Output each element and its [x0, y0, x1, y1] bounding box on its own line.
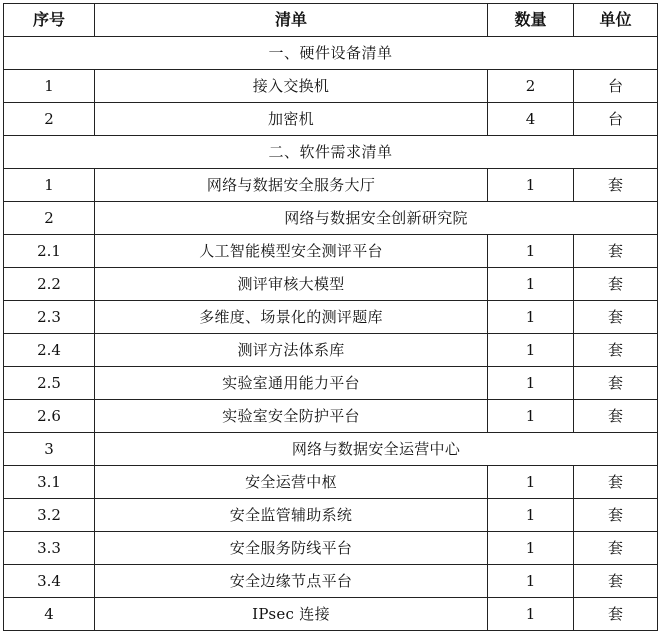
- row-unit: 套: [574, 499, 658, 532]
- row-serial-number: 3.1: [4, 466, 95, 499]
- row-unit: 套: [574, 268, 658, 301]
- row-unit: 套: [574, 565, 658, 598]
- row-unit: 套: [574, 466, 658, 499]
- row-unit: 套: [574, 334, 658, 367]
- inventory-table: [3, 3, 658, 631]
- header-unit: 单位: [574, 4, 658, 37]
- row-quantity: 1: [488, 235, 574, 268]
- row-unit: 套: [574, 367, 658, 400]
- row-serial-number: 1: [4, 70, 95, 103]
- row-quantity: 1: [488, 598, 574, 631]
- group-row: [4, 202, 658, 235]
- row-item-name: 安全运营中枢: [95, 466, 488, 499]
- row-item-name: IPsec 连接: [95, 598, 488, 631]
- row-serial-number: 4: [4, 598, 95, 631]
- row-item-name: 网络与数据安全服务大厅: [95, 169, 488, 202]
- table-row: [4, 235, 658, 268]
- row-serial-number: 2.5: [4, 367, 95, 400]
- row-serial-number: 3.2: [4, 499, 95, 532]
- row-item-name: 安全监管辅助系统: [95, 499, 488, 532]
- table-header: [4, 4, 658, 37]
- group-title: 网络与数据安全创新研究院: [95, 202, 658, 235]
- row-item-name: 安全边缘节点平台: [95, 565, 488, 598]
- row-quantity: 1: [488, 499, 574, 532]
- section-row-software: [4, 136, 658, 169]
- row-serial-number: 2: [4, 103, 95, 136]
- row-item-name: 加密机: [95, 103, 488, 136]
- row-quantity: 1: [488, 268, 574, 301]
- row-serial-number: 2.1: [4, 235, 95, 268]
- table-row: [4, 499, 658, 532]
- row-serial-number: 2.2: [4, 268, 95, 301]
- row-unit: 套: [574, 169, 658, 202]
- row-quantity: 1: [488, 301, 574, 334]
- table-row: [4, 334, 658, 367]
- table-row: [4, 565, 658, 598]
- row-quantity: 1: [488, 169, 574, 202]
- table-row: [4, 367, 658, 400]
- table-row: [4, 400, 658, 433]
- row-item-name: 安全服务防线平台: [95, 532, 488, 565]
- row-item-name: 接入交换机: [95, 70, 488, 103]
- table-row: [4, 169, 658, 202]
- table-row: [4, 532, 658, 565]
- row-unit: 套: [574, 235, 658, 268]
- row-serial-number: 3.3: [4, 532, 95, 565]
- row-serial-number: 2.6: [4, 400, 95, 433]
- row-quantity: 1: [488, 334, 574, 367]
- section-title-hardware: 一、硬件设备清单: [4, 37, 658, 70]
- row-serial-number: 2.4: [4, 334, 95, 367]
- row-unit: 台: [574, 103, 658, 136]
- row-unit: 套: [574, 301, 658, 334]
- row-item-name: 测评方法体系库: [95, 334, 488, 367]
- table-body: [4, 37, 658, 631]
- table-row: [4, 103, 658, 136]
- row-item-name: 人工智能模型安全测评平台: [95, 235, 488, 268]
- group-row: [4, 433, 658, 466]
- row-serial-number: 3: [4, 433, 95, 466]
- row-serial-number: 2: [4, 202, 95, 235]
- row-serial-number: 1: [4, 169, 95, 202]
- table-row: [4, 70, 658, 103]
- row-unit: 台: [574, 70, 658, 103]
- header-serial-number: 序号: [4, 4, 95, 37]
- table-row: [4, 598, 658, 631]
- row-quantity: 1: [488, 367, 574, 400]
- table-row: [4, 301, 658, 334]
- header-item-list: 清单: [95, 4, 488, 37]
- section-row-hardware: [4, 37, 658, 70]
- group-title: 网络与数据安全运营中心: [95, 433, 658, 466]
- row-item-name: 多维度、场景化的测评题库: [95, 301, 488, 334]
- header-quantity: 数量: [488, 4, 574, 37]
- row-item-name: 实验室通用能力平台: [95, 367, 488, 400]
- header-row: [4, 4, 658, 37]
- row-unit: 套: [574, 532, 658, 565]
- row-unit: 套: [574, 598, 658, 631]
- row-quantity: 1: [488, 400, 574, 433]
- section-title-software: 二、软件需求清单: [4, 136, 658, 169]
- row-serial-number: 3.4: [4, 565, 95, 598]
- row-quantity: 1: [488, 532, 574, 565]
- row-serial-number: 2.3: [4, 301, 95, 334]
- row-quantity: 2: [488, 70, 574, 103]
- row-item-name: 实验室安全防护平台: [95, 400, 488, 433]
- table-row: [4, 268, 658, 301]
- row-unit: 套: [574, 400, 658, 433]
- table-row: [4, 466, 658, 499]
- row-quantity: 4: [488, 103, 574, 136]
- row-quantity: 1: [488, 565, 574, 598]
- row-item-name: 测评审核大模型: [95, 268, 488, 301]
- row-quantity: 1: [488, 466, 574, 499]
